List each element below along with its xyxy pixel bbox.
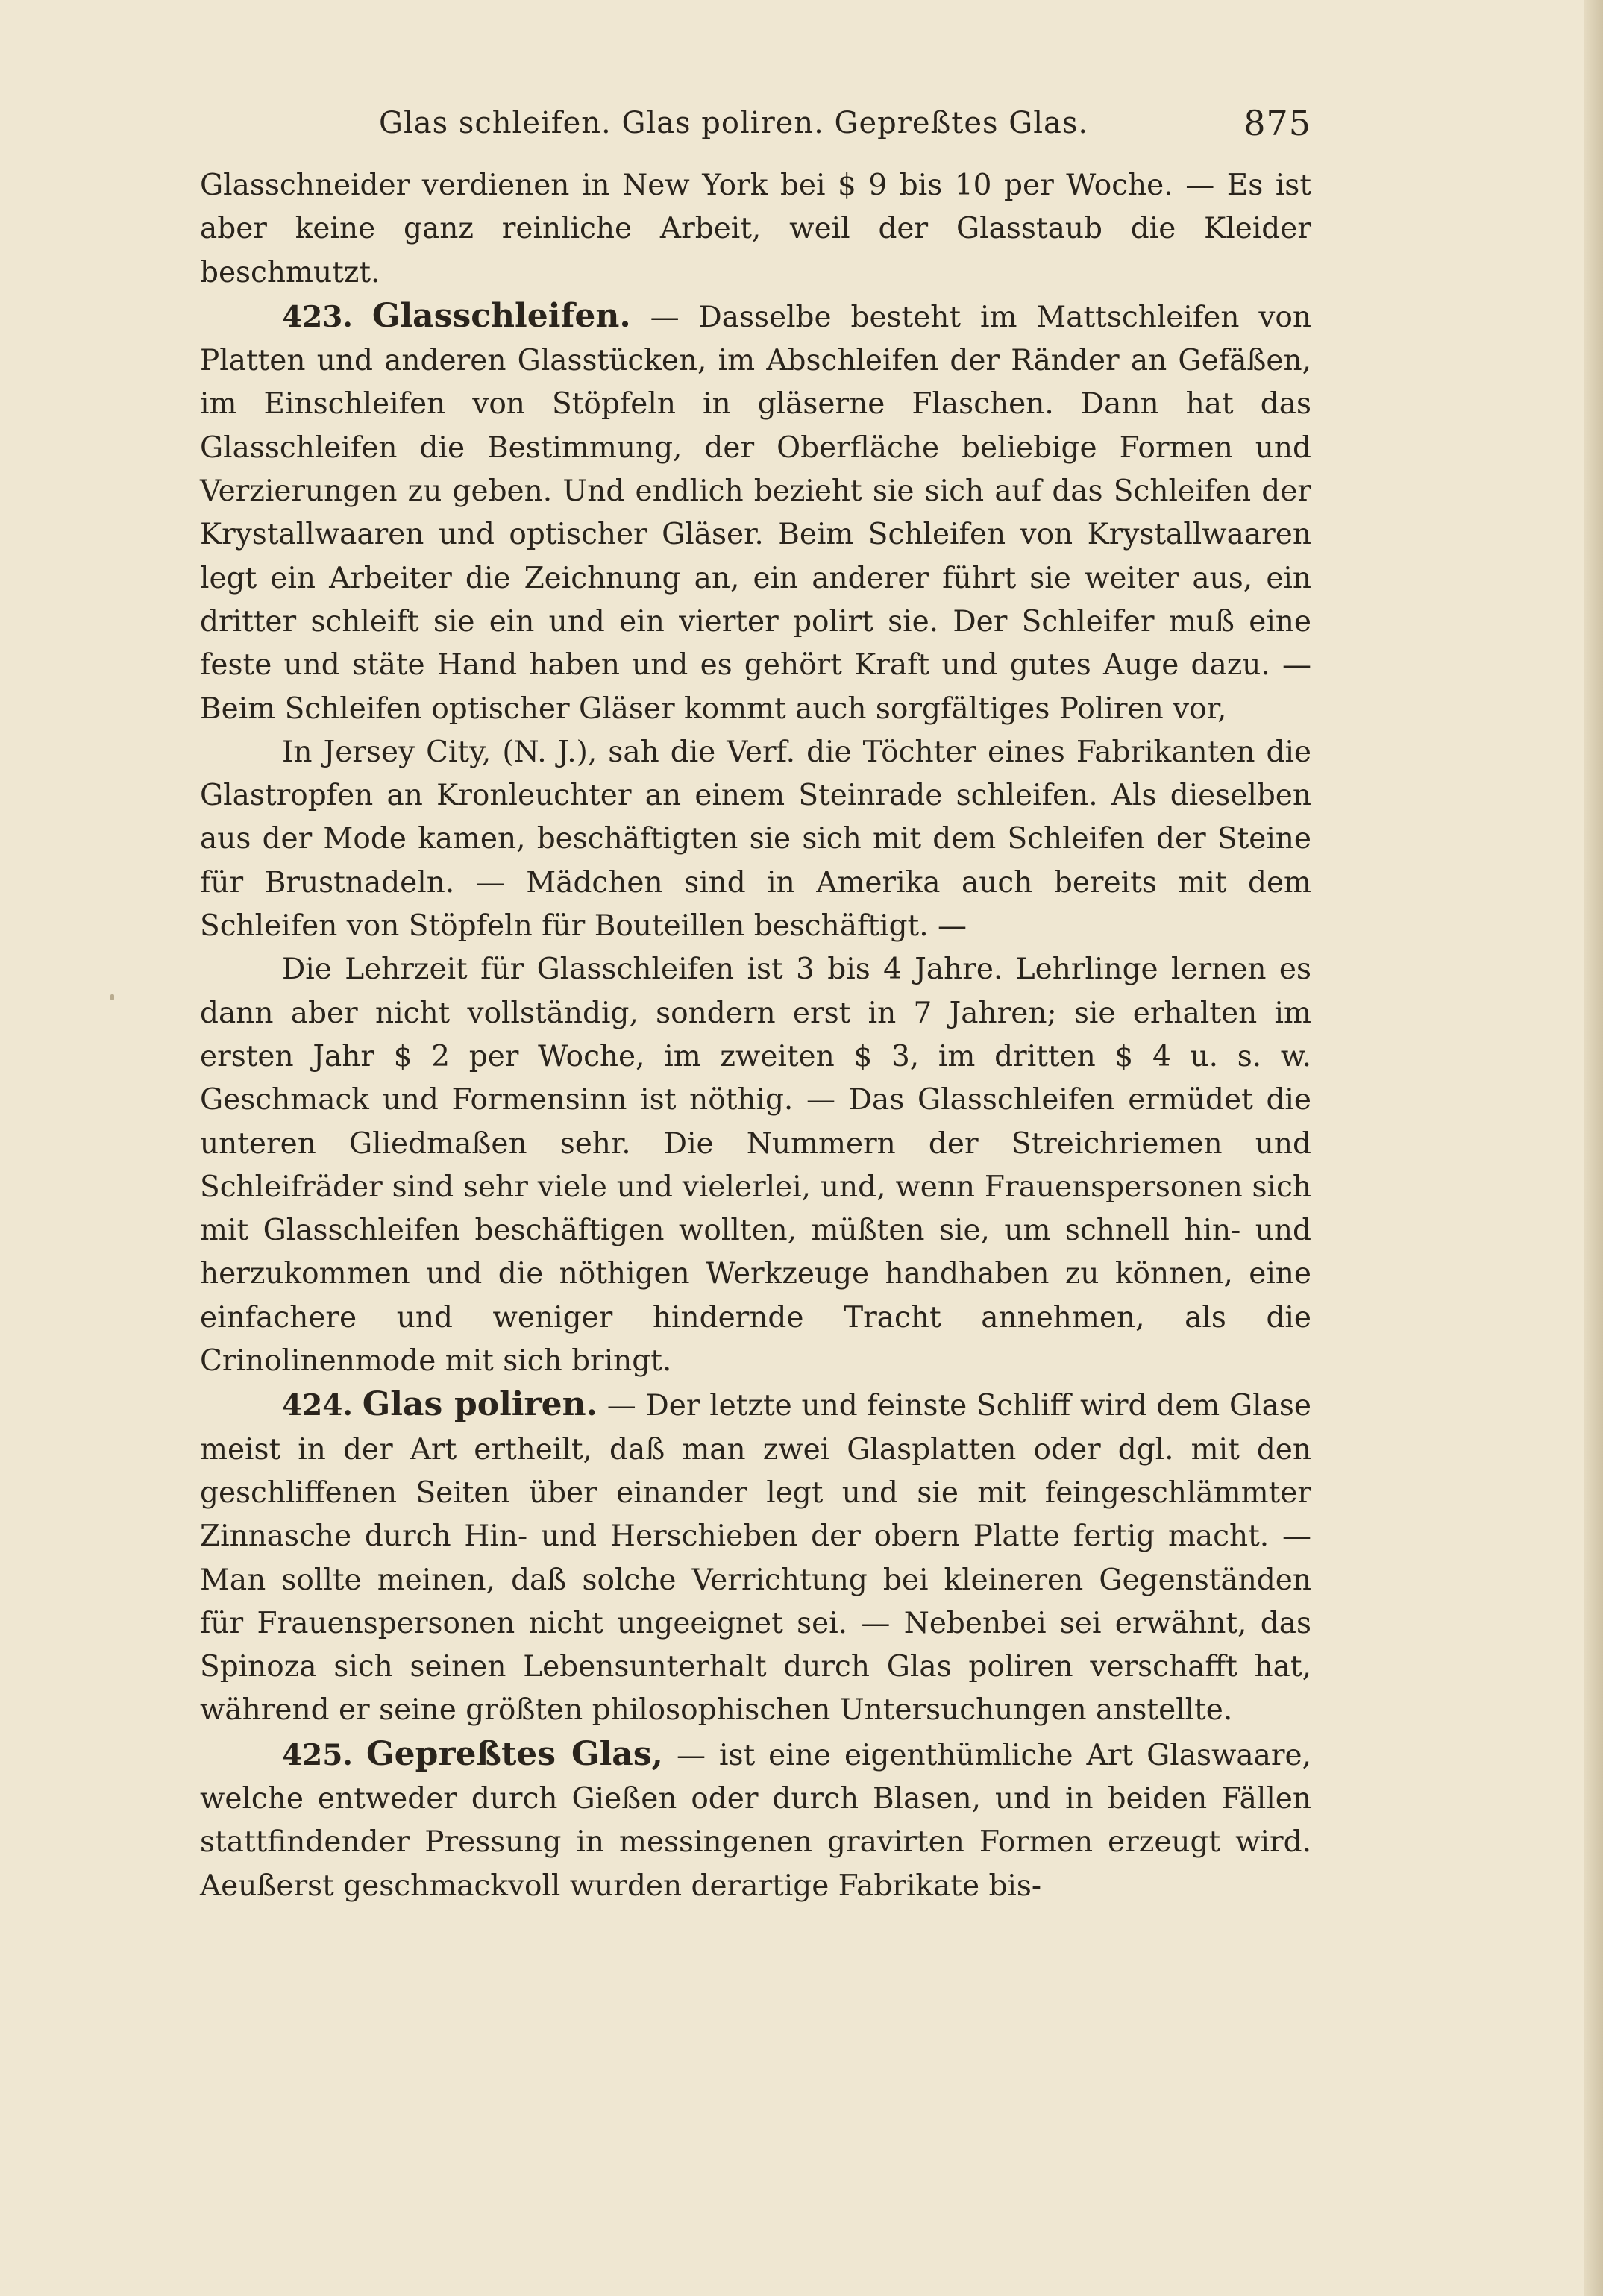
section-number: 425. [282,1737,353,1772]
paragraph-continuation: Glasschneider verdienen in New York bei $ 9 bis 10 per Woche. — Es ist aber keine ganz reinliche Arbeit, weil der Glasstaub die Kleider beschmutzt. [200,169,1311,289]
margin-mark [110,994,114,1000]
section-text: — Dasselbe besteht im Mattschleifen von Platten und anderen Glasstücken, im Abschleifen der Ränder an Gefäßen, im Einschleifen von Stöpfeln in gläserne Flaschen. Dann hat das Glasschleifen die Bestimmung, der Oberfläche beliebige Formen und Verzierungen zu geben. Und endlich bezieht sie sich auf das Schleifen der Krystallwaaren und optischer Gläser. Beim Schleifen von Krystallwaaren legt ein Arbeiter die Zeichnung an, ein anderer führt sie weiter aus, ein dritter schleift sie ein und ein vierter polirt sie. Der Schleifer muß eine feste und stäte Hand haben und es gehört Kraft und gutes Auge dazu. — Beim Schleifen optischer Gläser kommt auch sorgfältiges Poliren vor, [200,300,1311,726]
running-title: Glas schleifen. Glas poliren. Gepreßtes Glas. [379,106,1089,140]
section-424 [200,1383,1311,1732]
running-head [200,97,1311,157]
paragraph: Die Lehrzeit für Glasschleifen ist 3 bis 4 Jahre. Lehrlinge lernen es dann aber nicht vollständig, sondern erst in 7 Jahren; sie erhalten im ersten Jahr $ 2 per Woche, im zweiten $ 3, im dritten $ 4 u. s. w. Geschmack und Formensinn ist nöthig. — Das Glasschleifen ermüdet die unteren Gliedmaßen sehr. Die Nummern der Streichriemen und Schleifräder sind sehr viele und vielerlei, und, wenn Frauenspersonen sich mit Glasschleifen beschäftigen wollten, müßten sie, um schnell hin- und herzukommen und die nöthigen Werkzeuge handhaben zu können, eine einfachere und weniger hindernde Tracht annehmen, als die Crinolinenmode mit sich bringt. [200,953,1311,1378]
book-page [200,97,1311,1908]
paragraph: In Jersey City, (N. J.), sah die Verf. die Töchter eines Fabrikanten die Glastropfen an Kronleuchter an einem Steinrade schleifen. Als dieselben aus der Mode kamen, beschäftigten sie sich mit dem Schleifen der Steine für Brustnadeln. — Mädchen sind in Amerika auch bereits mit dem Schleifen von Stöpfeln für Bouteillen beschäftigt. — [200,735,1311,944]
section-425 [200,1733,1311,1908]
body-text [200,164,1311,1908]
section-title: Gepreßtes Glas, [366,1734,663,1773]
page-edge [1584,0,1603,2296]
page-number: 875 [1243,103,1311,143]
section-title: Glasschleifen. [371,296,631,335]
section-text: — ist eine eigenthümliche Art Glaswaare, welche entweder durch Gießen oder durch Blasen, und in beiden Fällen stattfindender Pressung in messingenen gravirten Formen erzeugt wird. Aeußerst geschmackvoll wurden derartige Fabrikate bis- [200,1738,1311,1903]
section-number: 423. [282,299,353,334]
section-number: 424. [282,1388,353,1423]
section-text: — Der letzte und feinste Schliff wird dem Glase meist in der Art ertheilt, daß man zwei Glasplatten oder dgl. mit den geschliffenen Seiten über einander legt und sie mit feingeschlämmter Zinnasche durch Hin- und Herschieben der obern Platte fertig macht. — Man sollte meinen, daß solche Verrichtung bei kleineren Gegenständen für Frauenspersonen nicht ungeeignet sei. — Nebenbei sei erwähnt, das Spinoza sich seinen Lebensunterhalt durch Glas poliren verschafft hat, während er seine größten philosophischen Untersuchungen anstellte. [200,1389,1311,1728]
section-title: Glas poliren. [362,1385,597,1424]
section-423 [200,295,1311,731]
